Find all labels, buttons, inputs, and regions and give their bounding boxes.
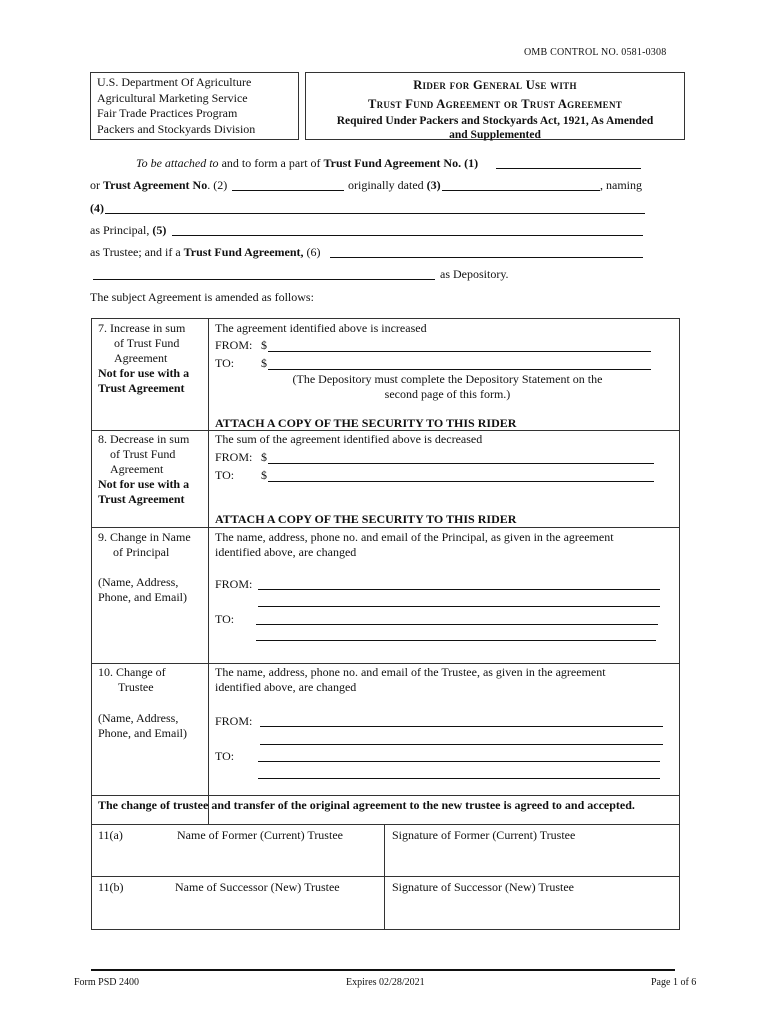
decrease-to-label: TO: (215, 468, 235, 482)
principal-from-field-2[interactable] (258, 606, 660, 607)
trustee-from-label: FROM: (215, 714, 253, 728)
trust-agreement-no-field[interactable] (232, 190, 344, 191)
agency-block (90, 72, 299, 140)
trustee-to-field[interactable] (258, 761, 660, 762)
amendment-intro: The subject Agreement is amended as follows: (90, 290, 314, 304)
form-title-line3: Required Under Packers and Stockyards Act, 1921, As Amended (336, 115, 654, 127)
section-10-sub: (Name, Address, Phone, and Email) (98, 711, 187, 740)
intro-line-1: To be attached to and to form a part of Trust Fund Agreement No. (1) (136, 156, 479, 170)
column-divider (384, 824, 385, 930)
agency-line: Agricultural Marketing Service (97, 90, 248, 105)
section-9-label: 9. Change in Name of Principal (98, 530, 191, 559)
depository-note: (The Depository must complete the Depository Statement on the second page of this form.) (292, 372, 603, 401)
attach-security-note: ATTACH A COPY OF THE SECURITY TO THIS RIDER (215, 512, 517, 526)
dollar-sign: $ (261, 468, 267, 482)
former-trustee-name-label: Name of Former (Current) Trustee (177, 828, 343, 842)
intro-line-2: or Trust Agreement No. (2) (90, 178, 228, 192)
agency-line: Packers and Stockyards Division (97, 121, 256, 136)
decrease-from-label: FROM: (215, 450, 253, 464)
field-4-label: (4) (90, 201, 104, 215)
attach-security-note: ATTACH A COPY OF THE SECURITY TO THIS RIDER (215, 416, 517, 430)
increase-from-label: FROM: (215, 338, 253, 352)
acceptance-statement: The change of trustee and transfer of the original agreement to the new trustee is agreed to and accepted. (98, 798, 635, 812)
naming-label: , naming (600, 178, 642, 192)
section-7-label: 7. Increase in sum of Trust Fund Agreement Not for use with a Trust Agreement (98, 321, 190, 395)
principal-from-field[interactable] (258, 589, 660, 590)
expiration-date: Expires 02/28/2021 (346, 977, 425, 988)
trustee-label: as Trustee; and if a Trust Fund Agreement, (6) (90, 245, 321, 259)
increase-to-field[interactable] (268, 369, 651, 370)
row-divider (91, 824, 680, 825)
form-title-line4: and Supplemented (449, 129, 541, 141)
page-number: Page 1 of 6 (651, 977, 697, 988)
former-trustee-signature-label: Signature of Former (Current) Trustee (392, 828, 576, 842)
section-10-label: 10. Change of Trustee (98, 665, 166, 694)
section-7-text: The agreement identified above is increased (215, 321, 427, 335)
row-divider (91, 663, 680, 664)
depository-label: as Depository. (440, 267, 509, 281)
field-4-input[interactable] (105, 213, 645, 214)
row-divider (91, 527, 680, 528)
successor-trustee-signature-label: Signature of Successor (New) Trustee (392, 880, 574, 894)
depository-field[interactable] (93, 279, 435, 280)
increase-from-field[interactable] (268, 351, 651, 352)
trustee-from-field-2[interactable] (260, 744, 663, 745)
trustee-from-field[interactable] (260, 726, 663, 727)
trustee-field[interactable] (330, 257, 643, 258)
principal-label: as Principal, (5) (90, 223, 167, 237)
trustee-to-field-2[interactable] (258, 778, 660, 779)
principal-to-field[interactable] (256, 624, 658, 625)
original-date-field[interactable] (442, 190, 600, 191)
section-10-text: The name, address, phone no. and email of the Trustee, as given in the agreement identified above, are changed (215, 665, 606, 694)
principal-to-label: TO: (215, 612, 235, 626)
successor-trustee-name-label: Name of Successor (New) Trustee (175, 880, 340, 894)
principal-from-label: FROM: (215, 577, 253, 591)
agency-line: Fair Trade Practices Program (97, 106, 238, 120)
principal-field[interactable] (172, 235, 643, 236)
column-divider (208, 318, 209, 824)
decrease-from-field[interactable] (268, 463, 654, 464)
section-9-text: The name, address, phone no. and email of the Principal, as given in the agreement identified above, are changed (215, 530, 614, 559)
section-9-sub: (Name, Address, Phone, and Email) (98, 575, 187, 604)
originally-dated-label: originally dated (3) (348, 178, 441, 192)
form-number: Form PSD 2400 (74, 977, 140, 988)
omb-control-number: OMB CONTROL NO. 0581-0308 (524, 47, 667, 58)
footer-rule (91, 969, 675, 971)
section-8-label: 8. Decrease in sum of Trust Fund Agreement Not for use with a Trust Agreement (98, 432, 190, 506)
agency-line: U.S. Department Of Agriculture (97, 75, 252, 89)
form-title-block (305, 72, 685, 140)
decrease-to-field[interactable] (268, 481, 654, 482)
form-title-line2: Trust Fund Agreement or Trust Agreement (367, 97, 623, 111)
increase-to-label: TO: (215, 356, 235, 370)
principal-to-field-2[interactable] (256, 640, 656, 641)
dollar-sign: $ (261, 356, 267, 370)
dollar-sign: $ (261, 338, 267, 352)
row-divider (91, 795, 680, 796)
form-title-line1: Rider for General Use with (413, 78, 577, 92)
trust-fund-agreement-no-field[interactable] (496, 168, 641, 169)
row-divider (91, 876, 680, 877)
trustee-to-label: TO: (215, 749, 235, 763)
row-11a-number: 11(a) (98, 828, 123, 842)
row-11b-number: 11(b) (98, 880, 124, 894)
section-8-text: The sum of the agreement identified above is decreased (215, 432, 483, 446)
dollar-sign: $ (261, 450, 267, 464)
